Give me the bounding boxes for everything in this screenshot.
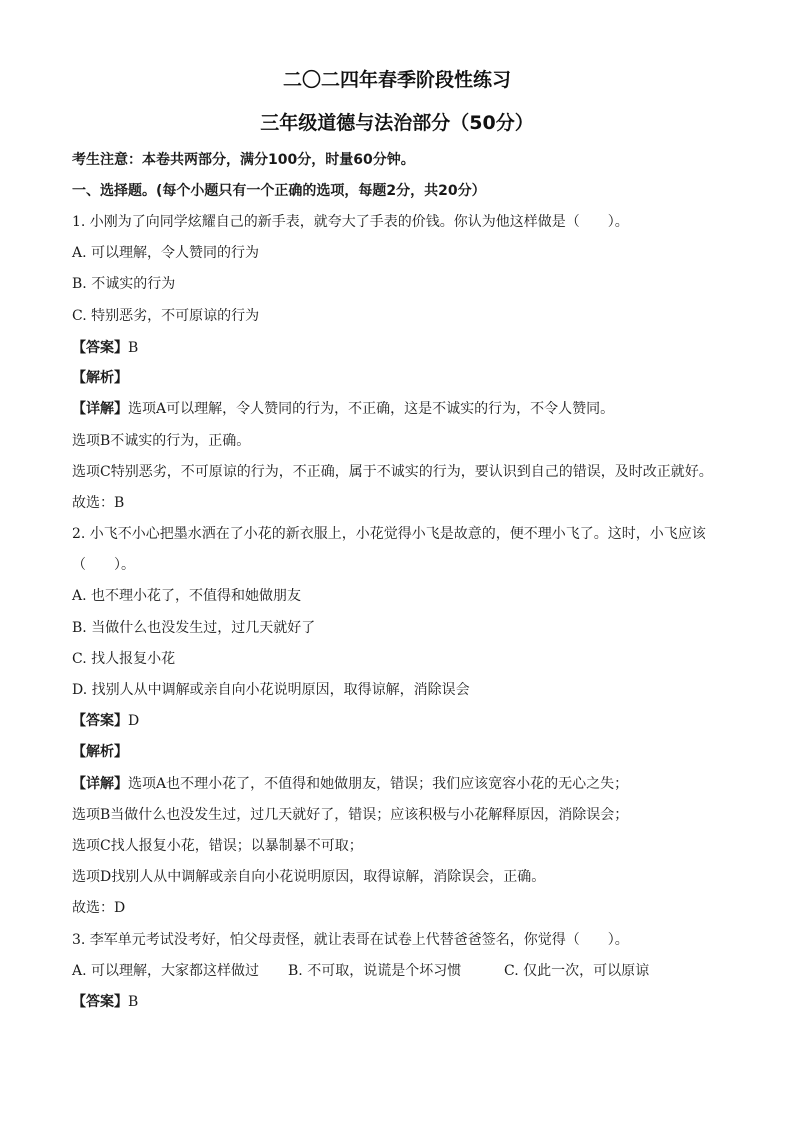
q1-answer [72, 339, 138, 357]
q2-option-c: C. 找人报复小花 [72, 651, 176, 667]
q2-detail-3: 选项C找人报复小花，错误；以暴制暴不可取； [72, 838, 363, 854]
q1-option-c: C. 特别恶劣，不可原谅的行为 [72, 308, 260, 324]
q2-answer [72, 712, 139, 730]
q2-detail-text-1: 选项A也不理小花了，不值得和她做朋友，错误；我们应该宽容小花的无心之失； [128, 776, 629, 792]
q2-analysis [72, 743, 128, 761]
q3-option-c: C. 仅此一次，可以原谅 [504, 963, 650, 979]
answer-label: 【答案】 [72, 713, 128, 729]
q2-stem-line1: 2. 小飞不小心把墨水洒在了小花的新衣服上，小花觉得小飞是故意的，便不理小飞了。这时，小飞应该 [72, 526, 706, 542]
q3-answer-value: B [128, 994, 139, 1010]
q2-stem-line2: （ ）。 [72, 557, 135, 573]
q3-option-a: A. 可以理解，大家都这样做过 [72, 963, 260, 979]
detail-label: 【详解】 [72, 401, 128, 417]
q1-answer-value: B [128, 340, 139, 356]
q3-answer [72, 993, 138, 1011]
page-subtitle: 三年级道德与法治部分（50分） [260, 112, 534, 134]
q2-option-a: A. 也不理小花了，不值得和她做朋友 [72, 588, 302, 604]
section-heading: 一、选择题。(每个小题只有一个正确的选项，每题2分，共20分） [72, 183, 486, 199]
q1-detail-2: 选项B不诚实的行为，正确。 [72, 433, 251, 449]
q2-detail-2: 选项B当做什么也没发生过，过几天就好了，错误；应该积极与小花解释原因，消除误会； [72, 807, 629, 823]
q1-detail-text-1: 选项A可以理解，令人赞同的行为，不正确，这是不诚实的行为，不令人赞同。 [128, 401, 615, 417]
q2-detail-4: 选项D找别人从中调解或亲自向小花说明原因，取得谅解，消除误会，正确。 [72, 869, 546, 885]
q1-conclusion: 故选：B [72, 495, 125, 511]
q2-conclusion: 故选：D [72, 900, 126, 916]
answer-label: 【答案】 [72, 340, 128, 356]
answer-label: 【答案】 [72, 994, 128, 1010]
q1-detail-1 [72, 400, 614, 418]
q3-option-b: B. 不可取，说谎是个坏习惯 [288, 963, 462, 979]
analysis-label: 【解析】 [72, 370, 128, 386]
q1-analysis [72, 369, 128, 387]
exam-notice: 考生注意：本卷共两部分，满分100分，时量60分钟。 [72, 152, 415, 168]
detail-label: 【详解】 [72, 776, 128, 792]
q2-option-d: D. 找别人从中调解或亲自向小花说明原因，取得谅解，消除误会 [72, 682, 470, 698]
q3-stem: 3. 李军单元考试没考好，怕父母责怪，就让表哥在试卷上代替爸爸签名，你觉得（ ）。 [72, 932, 629, 948]
page-title: 二〇二四年春季阶段性练习 [282, 69, 511, 91]
q1-option-a: A. 可以理解，令人赞同的行为 [72, 245, 260, 261]
analysis-label: 【解析】 [72, 744, 128, 760]
q1-option-b: B. 不诚实的行为 [72, 276, 176, 292]
q2-answer-value: D [128, 713, 140, 729]
q1-stem: 1. 小刚为了向同学炫耀自己的新手表，就夸大了手表的价钱。你认为他这样做是（ ）。 [72, 214, 629, 230]
q2-option-b: B. 当做什么也没发生过，过几天就好了 [72, 620, 316, 636]
q2-detail-1 [72, 775, 628, 793]
q1-detail-3: 选项C特别恶劣，不可原谅的行为，不正确，属于不诚实的行为，要认识到自己的错误，及时改正就好。 [72, 464, 713, 480]
